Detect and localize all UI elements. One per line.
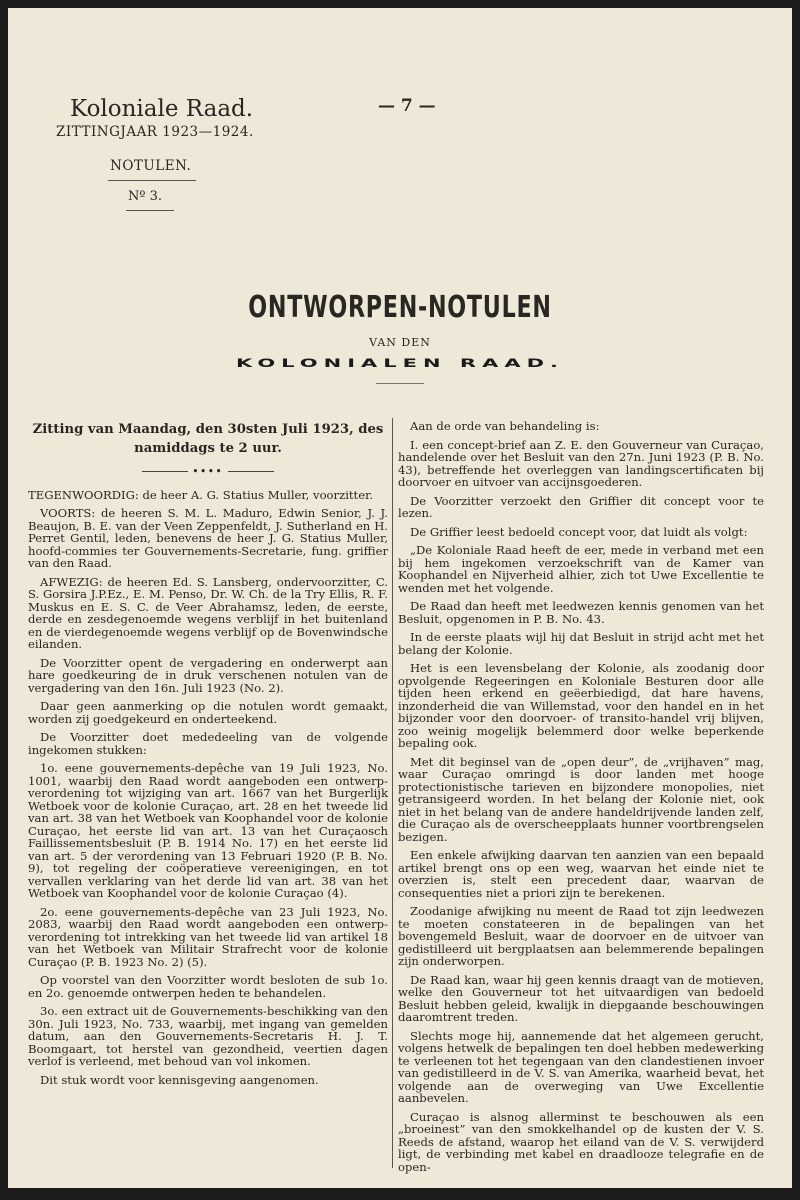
masthead-title: ONTWORPEN-NOTULEN	[248, 290, 552, 325]
masthead-body: KOLONIALEN RAAD.	[235, 356, 564, 370]
paragraph: De Raad dan heeft met leedwezen kennis genomen van het Besluit, opgenomen in P. B. No. 43.	[398, 599, 764, 626]
paragraph: Slechts moge hij, aannemende dat het algemeen gerucht, volgens hetwelk de bepalingen ten doel hebben medewerking te verleenen tot het tegengaan van den clandestienen invoer van gedistilleerd in de V. S. van Amerika, waarheid bevat, het volgende aan de overweging van Uwe Excellentie aanbevelen.	[398, 1028, 764, 1105]
paragraph: „De Koloniale Raad heeft de eer, mede in verband met een bij hem ingekomen verzoekschrift van de Kamer van Koophandel en Nijverheid alhier, zich tot Uwe Excellentie te wenden met het volgende.	[398, 543, 764, 595]
sitting-heading: Zitting van Maandag, den 30sten Juli 1923, des namiddags te 2 uur.	[32, 422, 384, 456]
divider-rule	[126, 210, 174, 211]
paragraph: Een enkele afwijking daarvan ten aanzien van een bepaald artikel brengt ons op een weg, waarvan het einde niet te overzien is, stelt een precedent daar, waarvan de consequenties niet a priori zijn te berekenen.	[398, 848, 764, 900]
ornament-divider	[28, 466, 388, 479]
paragraph: Het is een levensbelang der Kolonie, als zoodanig door opvolgende Regeeringen en Koloniale Besturen door alle tijden heen erkend en geëerbiedigd, dat hare havens, inzonderheid die van Willemstad, voor den handel en in het bijzonder voor den doorvoer- of transito-handel vrij blijven, zoo weinig mogelijk belemmerd door welke beperkende bepaling ook.	[398, 661, 764, 750]
ornament-dots: ••••	[192, 467, 224, 477]
document-page	[8, 8, 792, 1188]
paragraph: De Voorzitter doet mededeeling van de volgende ingekomen stukken:	[28, 730, 388, 757]
paragraph: 1o. eene gouvernements-depêche van 19 Juli 1923, No. 1001, waarbij den Raad wordt aangeboden een ontwerp-verordening tot wijziging van art. 1667 van het Burgerlijk Wetboek voor de kolonie Curaçao, art. 28 en het tweede lid van art. 38 van het Wetboek van Koophandel voor de kolonie Curaçao, het eerste lid van art. 13 van het Curaçaosch Faillissementsbesluit (P. B. 1914 No. 17) en het eerste lid van art. 5 der verordening van 13 Februari 1920 (P. B. No. 9), tot regeling der coöperatieve vereenigingen, en tot vervallen verklaring van het derde lid van art. 38 van het Wetboek van Koophandel voor de kolonie Curaçao (4).	[28, 761, 388, 900]
paragraph: Aan de orde van behandeling is:	[410, 419, 600, 433]
divider-rule	[108, 180, 196, 181]
paragraph: 2o. eene gouvernements-depêche van 23 Juli 1923, No. 2083, waarbij den Raad wordt aangeboden een ontwerp-verordening tot intrekking van het tweede lid van artikel 18 van het Wetboek van Militair Strafrecht voor de kolonie Curaçao (P. B. 1923 No. 2) (5).	[28, 904, 388, 969]
divider-rule	[376, 383, 424, 384]
paragraph: Met dit beginsel van de „open deur”, de „vrijhaven” mag, waar Curaçao omringd is door landen met hooge protectionistische tarieven en bijzondere monopolies, niet getransigeerd worden. In het belang der Kolonie niet, ook niet in het belang van de andere handeldrijvende landen zelf, die Curaçao als de overscheepplaats hunner voortbrengselen bezigen.	[398, 754, 764, 844]
paragraph: Dit stuk wordt voor kennisgeving aangenomen.	[40, 1072, 319, 1087]
issue-number: Nº 3.	[128, 189, 163, 204]
paragraph: TEGENWOORDIG: de heer A. G. Statius Muller, voorzitter.	[28, 487, 374, 502]
paragraph: Daar geen aanmerking op die notulen wordt gemaakt, worden zij goedgekeurd en onderteekend.	[28, 699, 388, 726]
paragraph: VOORTS: de heeren S. M. L. Maduro, Edwin Senior, J. J. Beaujon, B. E. van der Veen Zeppenfeldt, J. Sutherland en H. Perret Gentil, leden, benevens de heer J. G. Statius Muller, hoofd-commies ter Gouvernements-Secretarie, fung. griffier van den Raad.	[28, 506, 388, 570]
column-divider	[392, 418, 393, 1168]
right-column	[398, 420, 764, 1179]
page-number: — 7 —	[378, 96, 436, 116]
paragraph: I. een concept-brief aan Z. E. den Gouverneur van Curaçao, handelende over het Besluit van den 27n. Juni 1923 (P. B. No. 43), betreffende het overleggen van landingscertificaten bij doorvoer en uitvoer van accijnsgoederen.	[398, 437, 764, 489]
paragraph: AFWEZIG: de heeren Ed. S. Lansberg, ondervoorzitter, C. S. Gorsira J.P.Ez., E. M. Penso, Dr. W. Ch. de la Try Ellis, R. F. Muskus en E. S. C. de Veer Abrahamsz, leden, de eerste, derde en zesdegenoemde wegens verblijf in het buitenland en de vierdegenoemde wegens verblijf op de Bovenwindsche eilanden.	[28, 574, 388, 651]
left-column	[28, 420, 388, 1092]
paragraph: In de eerste plaats wijl hij dat Besluit in strijd acht met het belang der Kolonie.	[398, 630, 764, 657]
council-title: Koloniale Raad.	[70, 96, 254, 122]
paragraph: Curaçao is alsnog allerminst te beschouwen als een „broeinest” van den smokkelhandel op de kusten der V. S. Reeds de afstand, waarop het eiland van de V. S. verwijderd ligt, de verbinding met kabel en draadlooze telegrafie en de open-	[398, 1109, 764, 1174]
paragraph: Op voorstel van den Voorzitter wordt besloten de sub 1o. en 2o. genoemde ontwerpen heden te behandelen.	[28, 973, 388, 1000]
section-label: NOTULEN.	[110, 158, 192, 174]
paragraph: De Voorzitter verzoekt den Griffier dit concept voor te lezen.	[398, 493, 764, 520]
paragraph: De Raad kan, waar hij geen kennis draagt van de motieven, welke den Gouverneur tot het uitvaardigen van bedoeld Besluit hebben geleid, kwalijk in diepgaande beschouwingen daaromtrent treden.	[398, 972, 764, 1024]
paragraph: 3o. een extract uit de Gouvernements-beschikking van den 30n. Juli 1923, No. 733, waarbij, met ingang van gemelden datum, aan den Gouvernements-Secretaris H. J. T. Boomgaart, tot herstel van gezondheid, veertien dagen verlof is verleend, met behoud van vol inkomen.	[28, 1004, 388, 1068]
masthead-van-den: VAN DEN	[369, 336, 431, 349]
paragraph: Zoodanige afwijking nu meent de Raad tot zijn leedwezen te moeten constateeren in de bepalingen van het bovengemeld Besluit, waar de doorvoer en de uitvoer van gedistilleerd uit bergplaatsen aan belemmerende bepalingen zijn onderworpen.	[398, 904, 764, 968]
session-year: ZITTINGJAAR 1923—1924.	[56, 124, 254, 140]
paragraph: De Voorzitter opent de vergadering en onderwerpt aan hare goedkeuring de in druk verschenen notulen van de vergadering van den 16n. Juli 1923 (No. 2).	[28, 655, 388, 695]
paragraph: De Griffier leest bedoeld concept voor, dat luidt als volgt:	[410, 524, 748, 539]
